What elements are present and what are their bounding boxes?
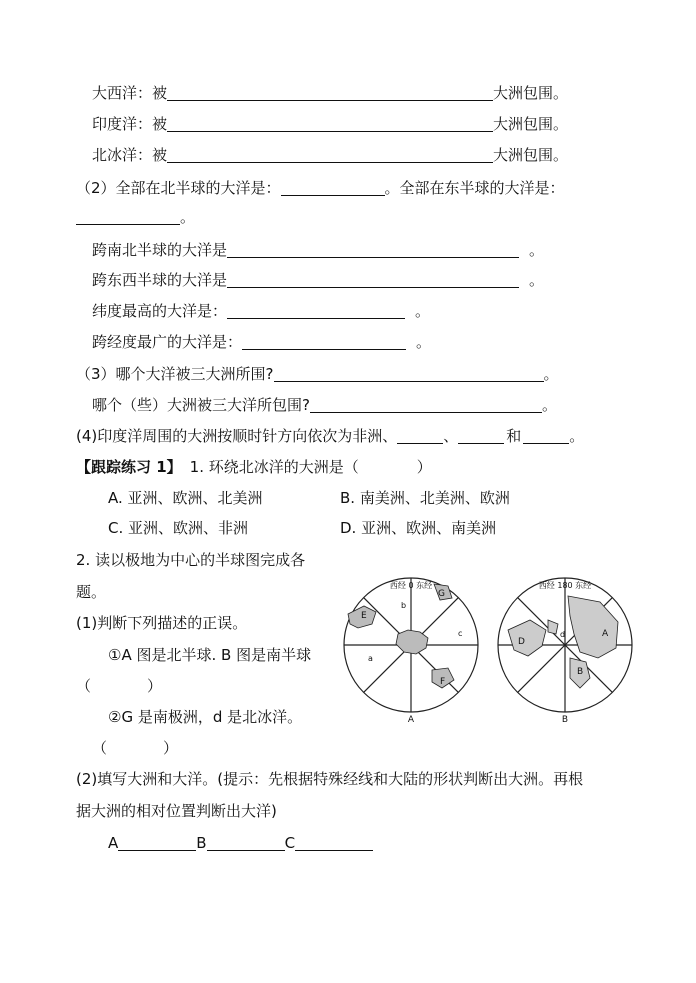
- map-b-continent-a: [568, 596, 618, 658]
- map-b-greenland: [548, 620, 558, 634]
- q1-atlantic-suffix: 大洲包围。: [493, 84, 569, 102]
- q2-line1: [76, 178, 565, 198]
- map-b-continent-d: [508, 620, 546, 656]
- q1-atlantic-blank[interactable]: [167, 84, 493, 101]
- q2-highest-lat: [92, 301, 430, 321]
- practice-q2-line2: 题。: [76, 583, 107, 601]
- map-b-figure: [490, 566, 640, 726]
- option-c[interactable]: C. 亚洲、欧洲、非洲: [108, 519, 249, 537]
- map-a-label-a: a: [368, 654, 373, 663]
- map-b-label-d-upper: D: [518, 637, 525, 647]
- practice-answers: [108, 833, 373, 853]
- q2-highest-lat-blank[interactable]: [227, 302, 405, 319]
- q1-arctic-prefix: 北冰洋：被: [92, 146, 168, 164]
- q2-cross-ns: [92, 240, 544, 260]
- q2-east-prefix: 。全部在东半球的大洋是：: [384, 179, 565, 197]
- q2-cross-ew: [92, 270, 544, 290]
- paren1-open: （: [76, 677, 92, 695]
- option-b[interactable]: B. 南美洲、北美洲、欧洲: [340, 489, 510, 507]
- q1-indian-prefix: 印度洋：被: [92, 115, 168, 133]
- q2-cross-ns-blank[interactable]: [227, 241, 519, 258]
- q3-line2-label: 哪个（些）大洲被三大洋所包围?: [92, 396, 310, 414]
- option-d[interactable]: D. 亚洲、欧洲、南美洲: [340, 519, 497, 537]
- q4-blank-1[interactable]: [397, 427, 443, 444]
- q3-line1-label: （3）哪个大洋被三大洲所围?: [76, 365, 274, 383]
- practice-sub1: (1)判断下列描述的正误。: [76, 614, 248, 632]
- map-b-caption: B: [561, 715, 569, 725]
- paren2-close: ）: [163, 739, 179, 757]
- practice-tag: 【跟踪练习 1】: [76, 458, 182, 476]
- q2-highest-lat-period: 。: [415, 302, 431, 320]
- map-a-caption: A: [407, 715, 415, 725]
- q2-cross-ew-period: 。: [529, 271, 545, 289]
- map-a-top-label: 西经 0 东经: [389, 581, 433, 590]
- q1-indian: [92, 114, 568, 134]
- q4-blank-3[interactable]: [523, 427, 569, 444]
- practice-q2-line1: 2. 读以极地为中心的半球图完成各: [76, 551, 306, 569]
- map-a-label-b: b: [401, 601, 407, 610]
- q2-line2: [76, 207, 195, 227]
- q2-widest-lon-period: 。: [416, 333, 432, 351]
- q4-and: 和: [506, 427, 522, 445]
- q4-sep: 、: [443, 427, 459, 445]
- q1-atlantic-prefix: 大西洋：被: [92, 84, 168, 102]
- map-a-label-e: E: [361, 611, 367, 621]
- q3-line2-blank[interactable]: [310, 396, 542, 413]
- q1-indian-suffix: 大洲包围。: [493, 115, 569, 133]
- q2-north-blank[interactable]: [281, 179, 385, 196]
- answer-c-blank[interactable]: [295, 834, 373, 851]
- answer-b-label: B: [196, 834, 207, 852]
- q2-widest-lon-blank[interactable]: [242, 333, 406, 350]
- q4-label: (4)印度洋周围的大洲按顺时针方向依次为非洲、: [76, 427, 398, 445]
- q1-arctic: [92, 145, 568, 165]
- answer-a-label: A: [108, 834, 119, 852]
- q2-north-prefix: （2）全部在北半球的大洋是：: [76, 179, 281, 197]
- paren1-close: ）: [147, 677, 163, 695]
- q2-cross-ns-label: 跨南北半球的大洋是: [92, 241, 228, 259]
- q2-east-blank[interactable]: [76, 208, 180, 225]
- practice-paren1: [76, 676, 162, 696]
- map-b-label-d-lower: d: [560, 630, 566, 639]
- q3-line1-period: 。: [543, 365, 559, 383]
- map-b-label-b: B: [577, 667, 584, 677]
- practice-item2: ②G 是南极洲，d 是北冰洋。: [108, 708, 303, 726]
- q4-line: [76, 426, 584, 446]
- practice-item1: ①A 图是北半球. B 图是南半球: [108, 646, 312, 664]
- practice-q1: [76, 457, 432, 477]
- map-b-top-label: 西经 180 东经: [538, 581, 592, 590]
- q4-blank-2[interactable]: [458, 427, 504, 444]
- answer-b-blank[interactable]: [207, 834, 285, 851]
- practice-q1-text: 1. 环绕北冰洋的大洲是（: [189, 458, 359, 476]
- paren2-open: （: [92, 739, 108, 757]
- q3-line1-blank[interactable]: [274, 365, 544, 382]
- practice-paren2: [92, 738, 178, 758]
- q1-arctic-blank[interactable]: [167, 146, 493, 163]
- q3-line1: [76, 364, 559, 384]
- map-a-label-c: c: [458, 629, 463, 638]
- q3-line2: [92, 395, 557, 415]
- map-a-label-g: G: [438, 589, 445, 599]
- q1-arctic-suffix: 大洲包围。: [493, 146, 569, 164]
- q2-line2-period: 。: [180, 208, 196, 226]
- q2-cross-ew-label: 跨东西半球的大洋是: [92, 271, 228, 289]
- answer-a-blank[interactable]: [118, 834, 196, 851]
- q4-end: 。: [569, 427, 585, 445]
- map-b-label-a: A: [602, 629, 609, 639]
- q2-widest-lon: [92, 332, 431, 352]
- answer-c-label: C: [284, 834, 296, 852]
- q2-highest-lat-label: 纬度最高的大洋是：: [92, 302, 228, 320]
- option-a[interactable]: A. 亚洲、欧洲、北美洲: [108, 489, 263, 507]
- q2-cross-ns-period: 。: [529, 241, 545, 259]
- map-a-label-f: F: [440, 677, 446, 687]
- map-a-figure: [336, 566, 486, 726]
- q1-atlantic: [92, 83, 568, 103]
- practice-sub2-line1: (2)填写大洲和大洋。(提示：先根据特殊经线和大陆的形状判断出大洲。再根: [76, 770, 584, 788]
- q2-cross-ew-blank[interactable]: [227, 271, 519, 288]
- practice-q1-close: ）: [416, 458, 432, 476]
- q3-line2-period: 。: [541, 396, 557, 414]
- q1-indian-blank[interactable]: [167, 115, 493, 132]
- q2-widest-lon-label: 跨经度最广的大洋是：: [92, 333, 243, 351]
- practice-sub2-line2: 据大洲的相对位置判断出大洋): [76, 802, 277, 820]
